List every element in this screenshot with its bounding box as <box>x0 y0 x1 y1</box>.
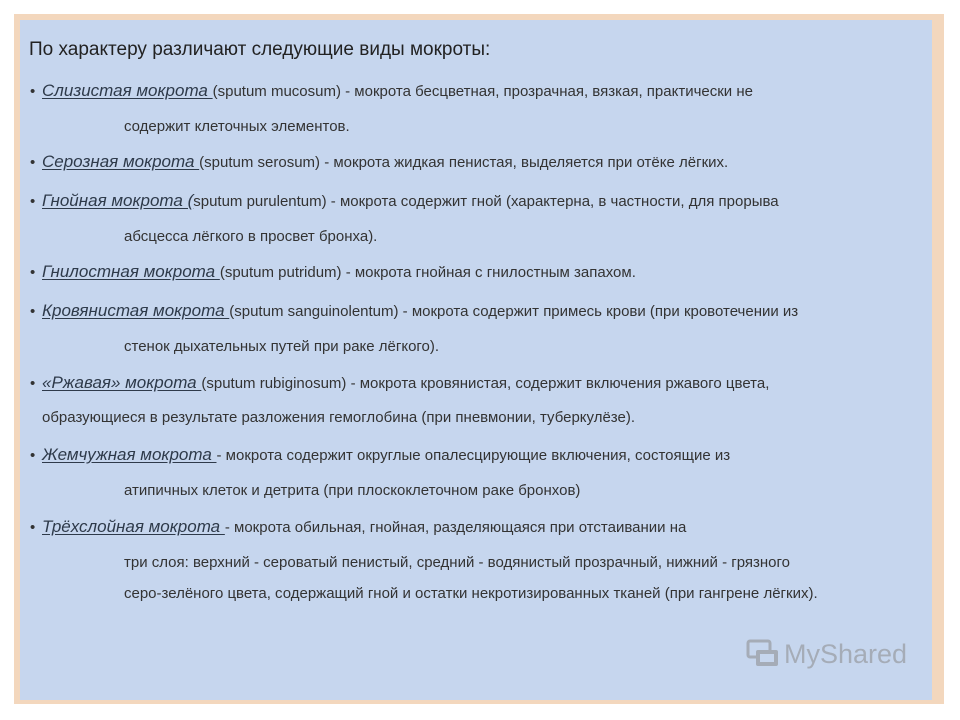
description: - мокрота содержит округлые опалесцирующие включения, состоящие из <box>216 447 731 464</box>
bullet: • <box>30 264 36 281</box>
term-serous: Серозная мокрота <box>42 152 200 171</box>
list-item-continuation: стенок дыхательных путей при раке лёгкого). <box>124 338 440 355</box>
sputum-types-list <box>20 20 932 700</box>
list-item-continuation: абсцесса лёгкого в просвет бронха). <box>124 228 378 245</box>
slide-heading: По характеру различают следующие виды мокроты: <box>29 39 491 60</box>
list-item-continuation: образующиеся в результате разложения гемоглобина (при пневмонии, туберкулёзе). <box>42 409 636 426</box>
description: sputum purulentum) - мокрота содержит гной (характерна, в частности, для прорыва <box>193 193 779 210</box>
term-mucous: Слизистая мокрота <box>42 81 213 100</box>
description: (sputum mucosum) - мокрота бесцветная, прозрачная, вязкая, практически не <box>212 83 753 100</box>
list-item-continuation: содержит клеточных элементов. <box>124 118 350 135</box>
description: (sputum putridum) - мокрота гнойная с гнилостным запахом. <box>219 264 636 281</box>
list-item-continuation: атипичных клеток и детрита (при плоскоклеточном раке бронхов) <box>124 482 581 499</box>
term-purulent: Гнойная мокрота ( <box>42 191 194 210</box>
bullet: • <box>30 154 36 171</box>
watermark-text: MyShared <box>784 638 908 669</box>
list-item-rusty <box>30 373 769 393</box>
bullet: • <box>30 519 36 536</box>
list-item-bloody <box>30 301 798 321</box>
term-bloody: Кровянистая мокрота <box>42 301 230 320</box>
myshared-watermark <box>746 636 907 672</box>
term-putrid: Гнилостная мокрота <box>42 262 220 281</box>
list-item-pearl <box>30 445 730 465</box>
bullet: • <box>30 83 36 100</box>
bullet: • <box>30 375 36 392</box>
bullet: • <box>30 193 36 210</box>
list-item-continuation: три слоя: верхний - сероватый пенистый, средний - водянистый прозрачный, нижний - грязного <box>124 554 791 571</box>
description: (sputum serosum) - мокрота жидкая пенистая, выделяется при отёке лёгких. <box>199 154 729 171</box>
myshared-logo-icon <box>746 637 780 671</box>
slide-panel <box>20 20 932 700</box>
list-item-serous <box>30 152 728 172</box>
term-three-layer: Трёхслойная мокрота <box>42 517 225 536</box>
list-item-purulent <box>30 191 779 211</box>
list-item-putrid <box>30 262 636 282</box>
description: (sputum rubiginosum) - мокрота кровянистая, содержит включения ржавого цвета, <box>201 375 770 392</box>
description: - мокрота обильная, гнойная, разделяющаяся при отстаивании на <box>224 519 687 536</box>
description: (sputum sanguinolentum) - мокрота содержит примесь крови (при кровотечении из <box>229 303 799 320</box>
bullet: • <box>30 303 36 320</box>
term-pearl: Жемчужная мокрота <box>42 445 217 464</box>
bullet: • <box>30 447 36 464</box>
list-item-three-layer <box>30 517 686 537</box>
list-item-mucous <box>30 81 753 101</box>
term-rusty: «Ржавая» мокрота <box>42 373 202 392</box>
list-item-continuation: серо-зелёного цвета, содержащий гной и остатки некротизированных тканей (при гангрене лёгких). <box>124 585 818 602</box>
